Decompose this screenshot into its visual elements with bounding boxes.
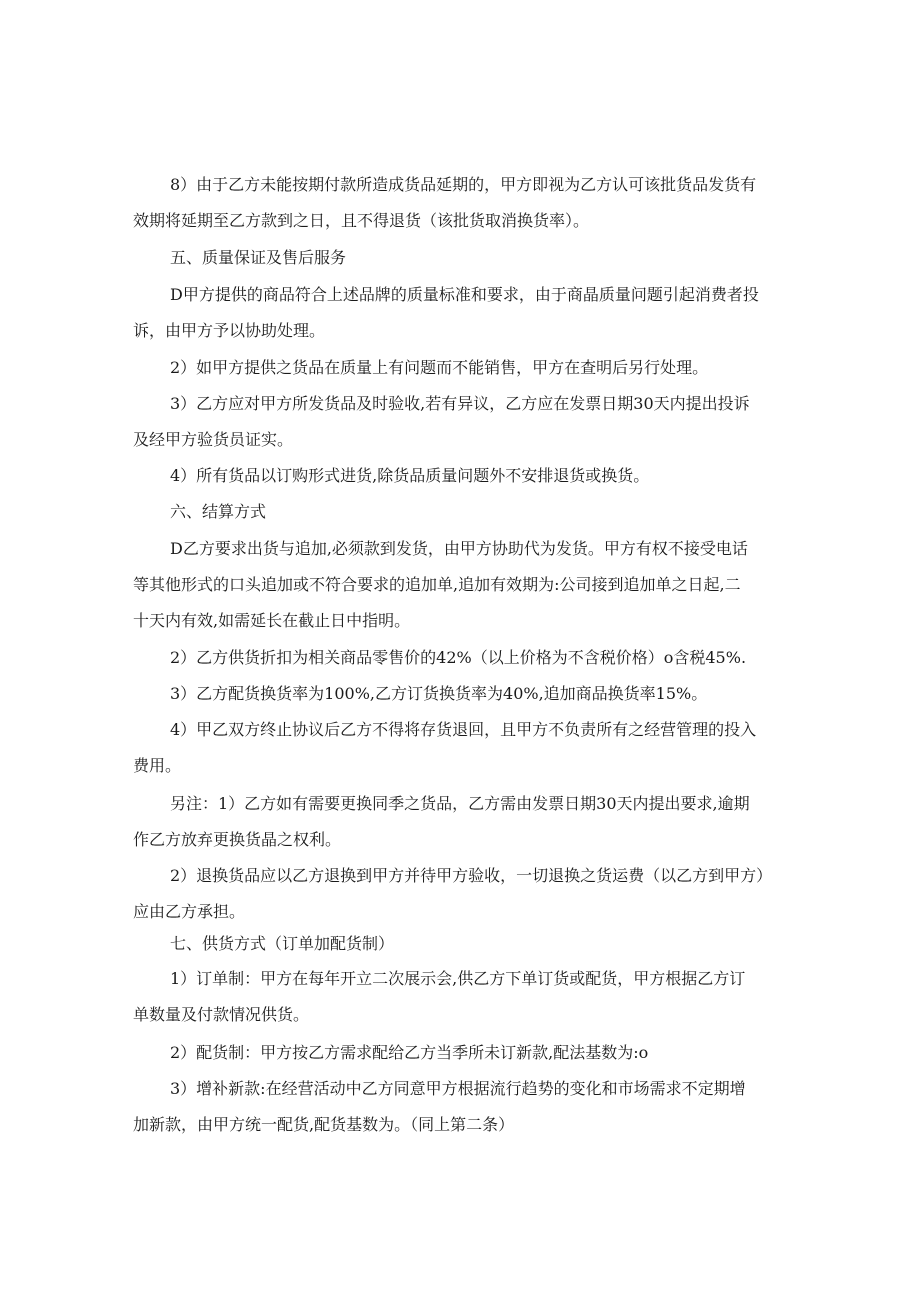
note-2-line-2: 应由乙方承担。: [133, 902, 246, 921]
note-2: [133, 858, 773, 930]
clause-6-1-line-3: 十天内有效,如需延长在截止日中指明。: [133, 611, 411, 630]
clause-6-2-line-1: 2）乙方供货折扣为相关商品零售价的42%（以上价格为不含税价格）o含税45%.: [170, 648, 747, 667]
section-7-heading: [170, 926, 760, 962]
clause-5-1: [133, 277, 760, 349]
clause-7-1-line-2: 单数量及付款情况供货。: [133, 1005, 310, 1024]
clause-7-2: [170, 1035, 760, 1071]
note-2-line-1: 2）退换货品应以乙方退换到甲方并待甲方验收，一切退换之货运费（以乙方到甲方）: [170, 866, 773, 885]
clause-6-1-line-2: 等其他形式的口头追加或不符合要求的追加单,追加有效期为:公司接到追加单之日起,二: [133, 575, 741, 594]
note-1-line-2: 作乙方放弃更换货晶之权利。: [133, 830, 342, 849]
note-1: [133, 786, 760, 858]
clause-6-4-line-2: 费用。: [133, 756, 182, 775]
clause-5-2-line-1: 2）如甲方提供之货品在质量上有问题而不能销售，甲方在查明后另行处理。: [170, 358, 709, 377]
note-1-line-1: 另注：1）乙方如有需要更换同季之货品，乙方需由发票日期30天内提出要求,逾期: [170, 794, 750, 813]
clause-7-3: [133, 1071, 760, 1143]
clause-5-3: [133, 386, 760, 458]
clause-6-3: [170, 676, 760, 712]
clause-8-line-1: 8）由于乙方未能按期付款所造成货品延期的，甲方即视为乙方认可该批货品发货有: [170, 175, 757, 194]
clause-6-4-line-1: 4）甲乙双方终止协议后乙方不得将存货退回，且甲方不负责所有之经营管理的投入: [170, 720, 757, 739]
clause-5-1-line-2: 诉，由甲方予以协助处理。: [133, 321, 326, 340]
clause-5-4: [170, 458, 760, 494]
clause-5-4-line-1: 4）所有货品以订购形式进货,除货品质量问题外不安排退货或换货。: [170, 466, 650, 485]
clause-8-line-2: 效期将延期至乙方款到之日，且不得退货（该批货取消换货率）。: [133, 211, 590, 230]
clause-5-3-line-1: 3）乙方应对甲方所发货品及时验收,若有异议，乙方应在发票日期30天内提出投诉: [170, 394, 750, 413]
section-7-title: 七、供货方式（订单加配货制）: [170, 934, 395, 953]
clause-7-3-line-2: 加新款，由甲方统一配货,配货基数为。（同上第二条）: [133, 1115, 515, 1134]
clause-8: [133, 167, 760, 239]
clause-7-3-line-1: 3）增补新款:在经营活动中乙方同意甲方根据流行趋势的变化和市场需求不定期增: [170, 1079, 746, 1098]
clause-7-2-line-1: 2）配货制：甲方按乙方需求配给乙方当季所未订新款,配法基数为:o: [170, 1043, 649, 1062]
clause-6-1: [133, 531, 760, 639]
section-5-title: 五、质量保证及售后服务: [170, 248, 347, 267]
clause-5-3-line-2: 及经甲方验货员证实。: [133, 430, 294, 449]
clause-6-3-line-1: 3）乙方配货换货率为100%,乙方订货换货率为40%,追加商品换货率15%。: [170, 684, 708, 703]
section-5-heading: [170, 240, 760, 276]
clause-5-1-line-1: D甲方提供的商品符合上述品牌的质量标准和要求，由于商晶质量问题引起消费者投: [170, 285, 759, 304]
clause-7-1-line-1: 1）订单制：甲方在每年开立二次展示会,供乙方下单订货或配货，甲方根据乙方订: [170, 969, 746, 988]
clause-5-2: [170, 350, 760, 386]
section-6-title: 六、结算方式: [170, 502, 267, 521]
section-6-heading: [170, 494, 760, 530]
clause-6-4: [133, 712, 760, 784]
clause-7-1: [133, 961, 760, 1033]
clause-6-1-line-1: D乙方要求出货与追加,必须款到发货，由甲方协助代为发货。甲方有权不接受电话: [170, 539, 748, 558]
clause-6-2: [170, 640, 760, 676]
